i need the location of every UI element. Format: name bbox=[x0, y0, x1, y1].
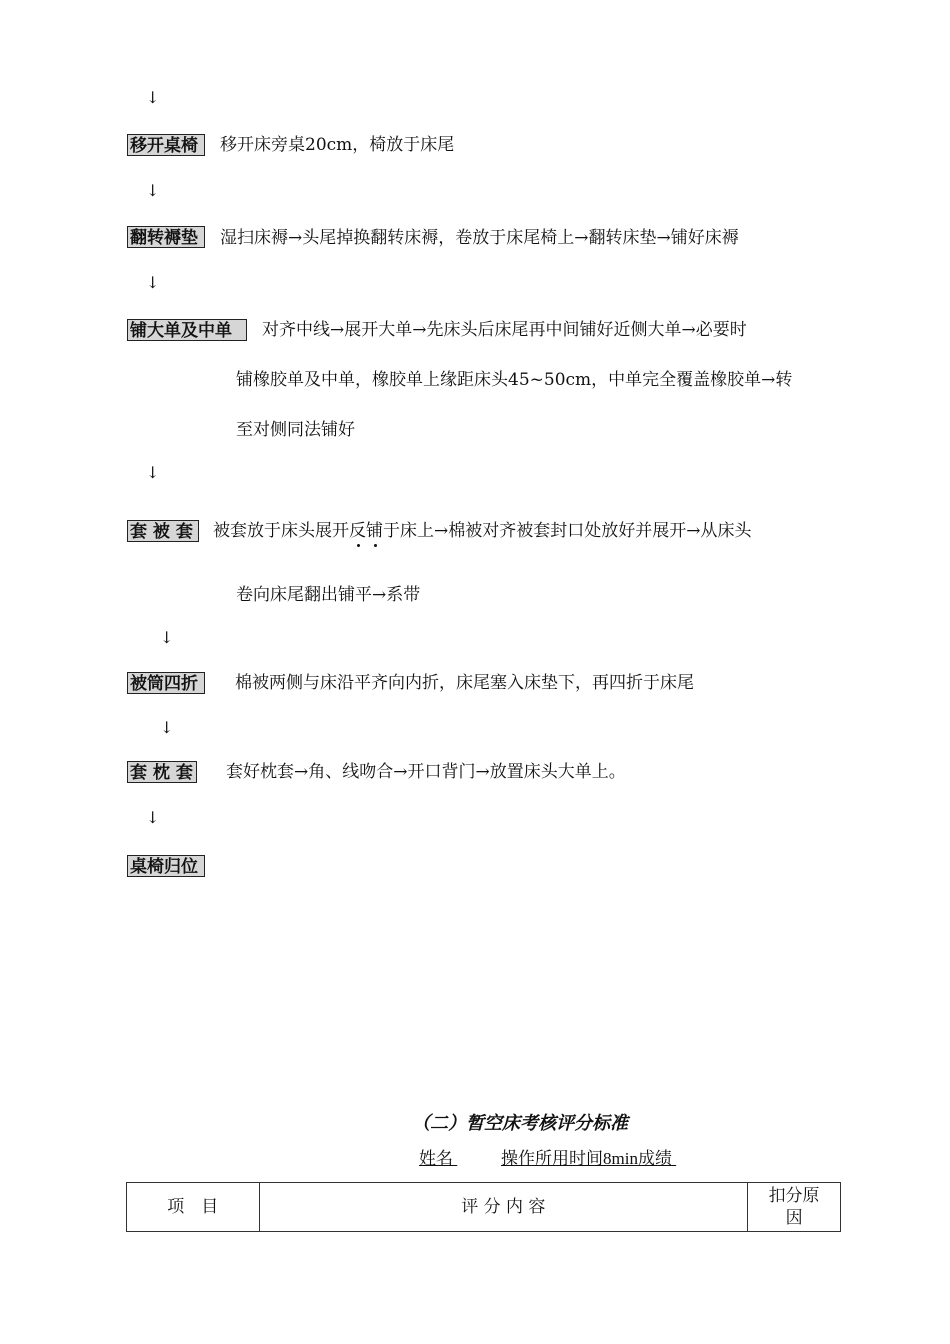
flow-arrow: ↓ bbox=[146, 808, 160, 827]
scoring-table bbox=[126, 1182, 841, 1232]
emphasis-char: 铺 bbox=[366, 521, 383, 541]
step-label-fold-quilt: 被筒四折 bbox=[127, 672, 205, 694]
flow-arrow: ↓ bbox=[160, 718, 174, 737]
step-text-lay-sheets-2: 铺橡胶单及中单，橡胶单上缘距床头45~50cm，中单完全覆盖橡胶单→转 bbox=[236, 370, 793, 390]
step-text-lay-sheets-1: 对齐中线→展开大单→先床头后床尾再中间铺好近侧大单→必要时 bbox=[262, 320, 747, 340]
step-text-move-table-chair: 移开床旁桌20cm，椅放于床尾 bbox=[220, 135, 455, 155]
step-text-quilt-cover-1 bbox=[213, 519, 752, 543]
step-text-pillowcase: 套好枕套→角、线吻合→开口背门→放置床头大单上。 bbox=[226, 762, 626, 782]
step-label-lay-sheets: 铺大单及中单 bbox=[127, 319, 247, 341]
flow-arrow: ↓ bbox=[146, 273, 160, 292]
header-content: 评 分 内 容 bbox=[259, 1183, 748, 1232]
step-text-lay-sheets-3: 至对侧同法铺好 bbox=[236, 420, 355, 440]
header-item: 项 目 bbox=[127, 1183, 260, 1232]
step-label-flip-mattress: 翻转褥垫 bbox=[127, 226, 205, 248]
time-label: 操作所用时间 bbox=[501, 1149, 603, 1168]
step-label-quilt-cover: 套 被 套 bbox=[127, 520, 199, 542]
table-header-row bbox=[127, 1183, 841, 1232]
step-text-flip-mattress: 湿扫床褥→头尾掉换翻转床褥，卷放于床尾椅上→翻转床垫→铺好床褥 bbox=[220, 228, 739, 248]
flow-arrow: ↓ bbox=[146, 181, 160, 200]
score-blank bbox=[672, 1147, 714, 1171]
flow-arrow: ↓ bbox=[146, 88, 160, 107]
section-title: （二）暂空床考核评分标准 bbox=[412, 1113, 628, 1134]
emphasis-char: 反 bbox=[349, 521, 366, 541]
score-label: 成绩 bbox=[637, 1149, 672, 1168]
step-label-move-table-chair: 移开桌椅 bbox=[127, 134, 205, 156]
time-value: 8min bbox=[603, 1149, 638, 1168]
flow-arrow: ↓ bbox=[146, 463, 160, 482]
quilt-cover-text-a: 被套放于床头展开 bbox=[213, 521, 349, 541]
name-blank bbox=[453, 1147, 501, 1171]
flow-arrow: ↓ bbox=[160, 628, 174, 647]
step-text-fold-quilt: 棉被两侧与床沿平齐向内折，床尾塞入床垫下，再四折于床尾 bbox=[235, 673, 694, 693]
quilt-cover-text-b: 于床上→棉被对齐被套封口处放好并展开→从床头 bbox=[383, 521, 752, 541]
step-label-restore-table-chair: 桌椅归位 bbox=[127, 855, 205, 877]
header-deduction-text: 扣分原因 bbox=[768, 1186, 820, 1228]
info-line bbox=[419, 1147, 714, 1171]
name-label: 姓名 bbox=[419, 1149, 453, 1168]
step-label-pillowcase: 套 枕 套 bbox=[127, 761, 197, 783]
header-deduction-reason bbox=[748, 1183, 841, 1232]
step-text-quilt-cover-2: 卷向床尾翻出铺平→系带 bbox=[236, 585, 421, 605]
